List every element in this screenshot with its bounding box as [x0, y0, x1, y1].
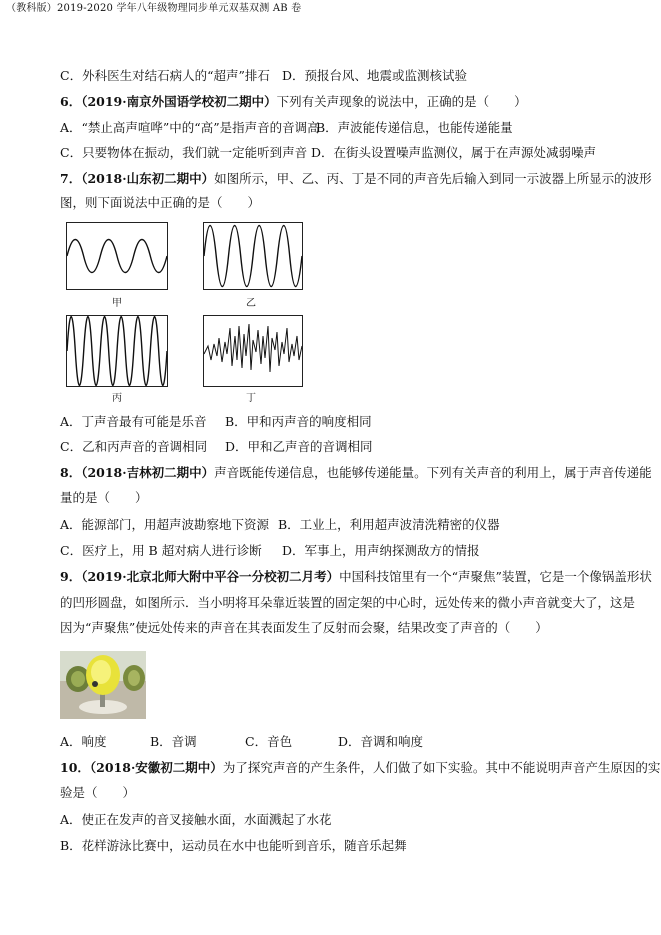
q10-source: （2018·安徽初二期中） — [89, 760, 223, 775]
q9-number: 9． — [60, 569, 82, 584]
label-yi: 乙 — [246, 298, 256, 309]
q9-option-d: D．音调和响度 — [338, 734, 424, 749]
q8-source: （2018·吉林初二期中） — [81, 465, 215, 480]
q8-option-a: A．能源部门，用超声波勘察地下资源 — [60, 517, 270, 532]
q7-number: 7． — [60, 171, 82, 186]
waveform-yi — [203, 222, 303, 290]
label-ding: 丁 — [246, 393, 256, 404]
q5-option-c: C．外科医生对结石病人的“超声”排石 — [60, 68, 270, 83]
q9-option-c: C．音色 — [245, 734, 293, 749]
sound-focus-photo — [60, 651, 146, 719]
q8-option-c: C．医疗上，用 B 超对病人进行诊断 — [60, 543, 262, 558]
q6-number: 6． — [60, 94, 82, 109]
q6-option-b: B．声波能传递信息，也能传递能量 — [316, 120, 513, 135]
q7-stem-line-2: 图，则下面说法中正确的是（ ） — [60, 195, 261, 210]
q6-stem-line — [60, 94, 527, 110]
q9-stem-line-2: 的凹形圆盘，如图所示．当小明将耳朵靠近装置的固定架的中心时，远处传来的微小声音就变大了，这是 — [60, 595, 636, 610]
q10-stem: 为了探究声音的产生条件，人们做了如下实验。其中不能说明声音产生原因的实 — [222, 760, 661, 775]
q10-number: 10． — [60, 760, 90, 775]
q9-option-a: A．响度 — [60, 734, 107, 749]
q8-stem-line-1 — [60, 465, 652, 481]
q7-option-a: A．丁声音最有可能是乐音 — [60, 414, 207, 429]
waveform-ding — [203, 315, 303, 387]
q9-option-b: B．音调 — [150, 734, 197, 749]
q8-number: 8． — [60, 465, 82, 480]
label-jia: 甲 — [112, 298, 122, 309]
q10-stem-line-2: 验是（ ） — [60, 785, 136, 800]
q7-stem: 如图所示，甲、乙、丙、丁是不同的声音先后输入到同一示波器上所显示的波形 — [214, 171, 652, 186]
q8-stem-line-2: 量的是（ ） — [60, 490, 148, 505]
q6-option-c: C．只要物体在振动，我们就一定能听到声音 — [60, 145, 308, 160]
q10-stem-line-1 — [60, 760, 660, 776]
q7-source: （2018·山东初二期中） — [81, 171, 215, 186]
q10-option-b: B．花样游泳比赛中，运动员在水中也能听到音乐，随音乐起舞 — [60, 838, 407, 853]
q9-stem-line-1 — [60, 569, 652, 585]
q6-option-d: D．在街头设置噪声监测仪，属于在声源处减弱噪声 — [311, 145, 597, 160]
q9-stem-line-3: 因为“声聚焦”使远处传来的声音在其表面发生了反射而会聚，结果改变了声音的（ ） — [60, 620, 548, 635]
q7-option-b: B．甲和丙声音的响度相同 — [225, 414, 372, 429]
q7-stem-line-1 — [60, 171, 652, 187]
q9-source: （2019·北京北师大附中平谷一分校初二月考） — [81, 569, 340, 584]
label-bing: 丙 — [112, 393, 122, 404]
q8-option-d: D．军事上，用声纳探测敌方的情报 — [282, 543, 480, 558]
waveform-bing — [66, 315, 168, 387]
q6-stem: 下列有关声现象的说法中，正确的是（ ） — [276, 94, 527, 109]
q6-source: （2019·南京外国语学校初二期中） — [81, 94, 277, 109]
q7-option-d: D．甲和乙声音的音调相同 — [225, 439, 373, 454]
q10-option-a: A．使正在发声的音叉接触水面，水面溅起了水花 — [60, 812, 332, 827]
page-header: （教科版）2019-2020 学年八年级物理同步单元双基双测 AB 卷 — [6, 3, 302, 14]
q8-stem: 声音既能传递信息，也能够传递能量。下列有关声音的利用上，属于声音传递能 — [214, 465, 652, 480]
q7-option-c: C．乙和丙声音的音调相同 — [60, 439, 208, 454]
q6-option-a: A．“禁止高声喧哗”中的“高”是指声音的音调高 — [60, 120, 320, 135]
q5-option-d: D．预报台风、地震或监测核试验 — [282, 68, 468, 83]
q8-option-b: B．工业上，利用超声波清洗精密的仪器 — [278, 517, 500, 532]
waveform-jia — [66, 222, 168, 290]
q9-stem: 中国科技馆里有一个“声聚焦”装置，它是一个像锅盖形状 — [339, 569, 652, 584]
